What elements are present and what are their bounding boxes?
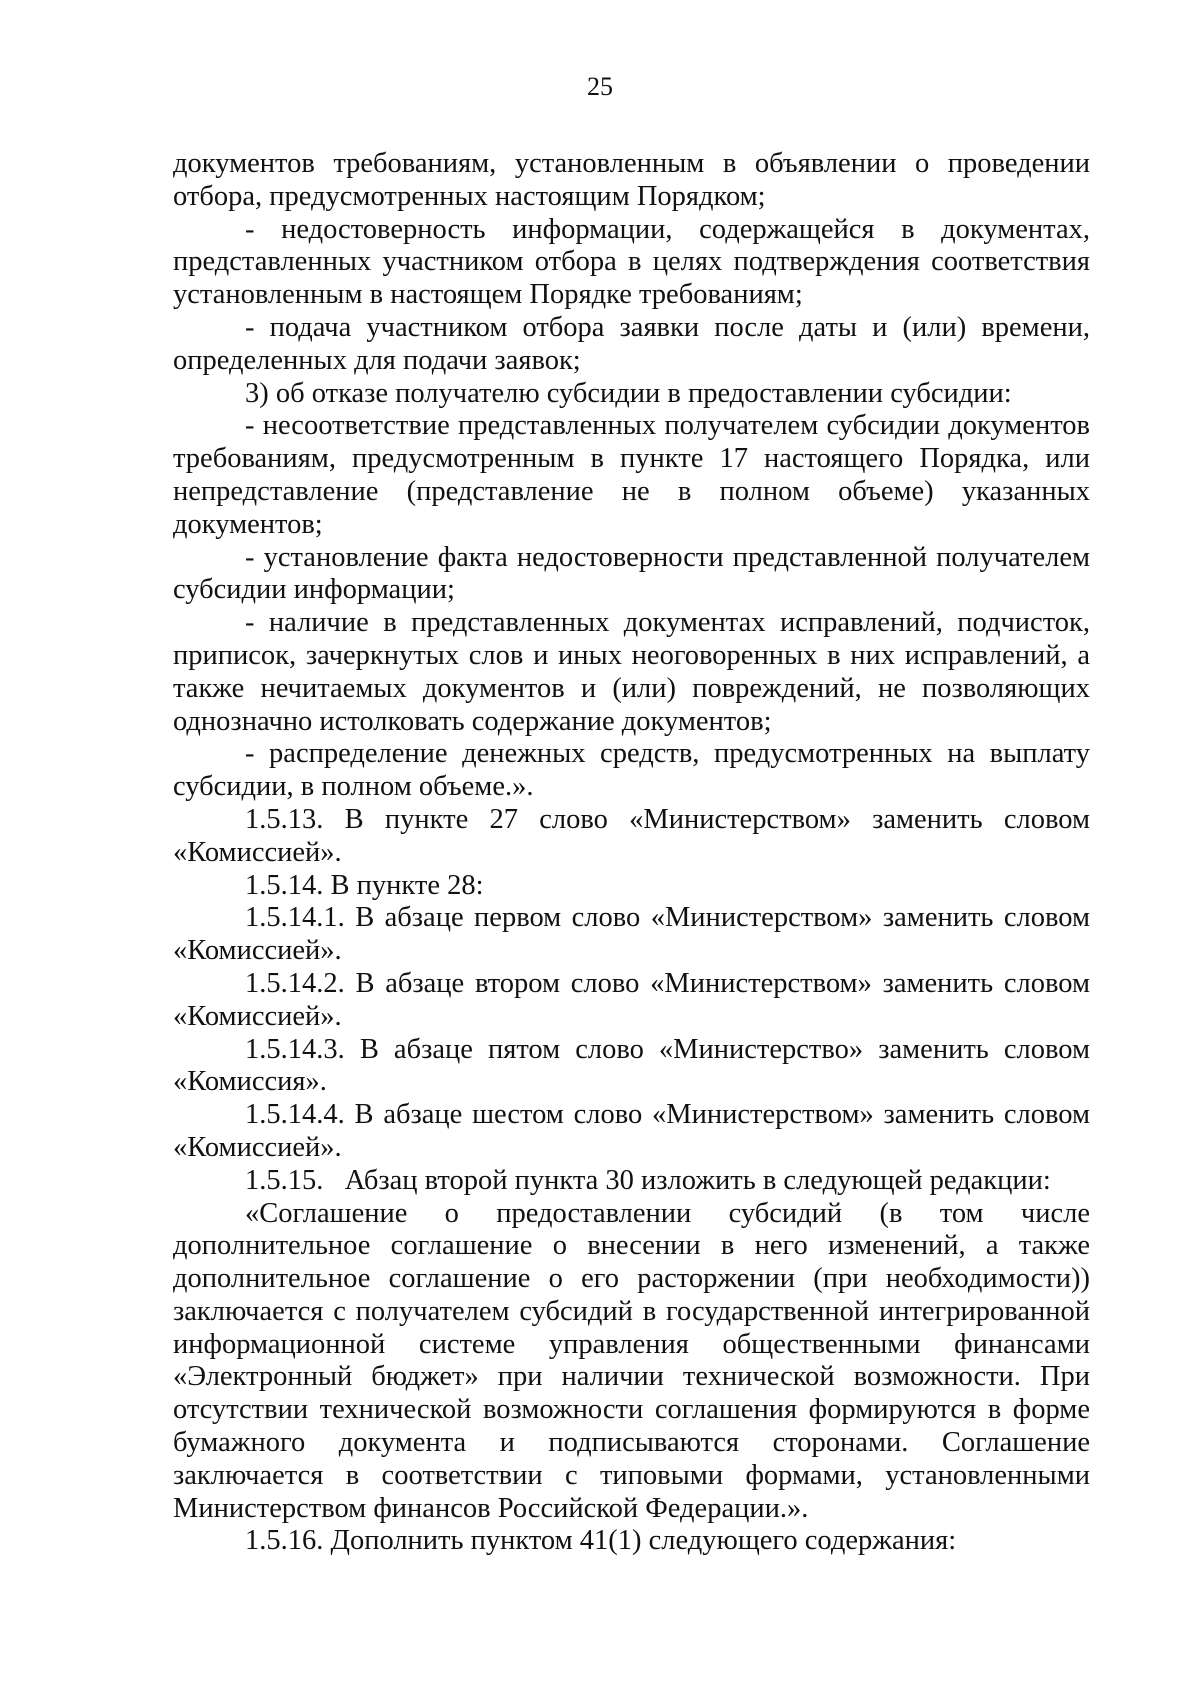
paragraph-funds-distributed: - распределение денежных средств, предусмотренных на выплату субсидии, в полном объеме.». (173, 738, 1090, 803)
paragraph-1-5-14-3: 1.5.14.3. В абзаце пятом слово «Министерство» заменить словом «Комиссия». (173, 1033, 1090, 1098)
paragraph-1-5-14-4: 1.5.14.4. В абзаце шестом слово «Министерством» заменить словом «Комиссией». (173, 1099, 1090, 1163)
document-body (173, 148, 1090, 1558)
paragraph-continuation: документов требованиям, установленным в объявлении о проведении отбора, предусмотренных настоящим Порядком; (173, 148, 1090, 212)
paragraph-1-5-15: 1.5.15. Абзац второй пункта 30 изложить в следующей редакции: (245, 1164, 1051, 1196)
paragraph-1-5-14: 1.5.14. В пункте 28: (245, 869, 484, 901)
paragraph-1-5-16: 1.5.16. Дополнить пунктом 41(1) следующего содержания: (245, 1525, 957, 1557)
paragraph-corrections: - наличие в представленных документах исправлений, подчисток, приписок, зачеркнутых слов и иных неоговоренных в них исправлений, а также нечитаемых документов и (или) повреждений, не позволяющих однозначно истолковать содержание документов; (173, 607, 1090, 737)
paragraph-late-submission: - подача участником отбора заявки после даты и (или) времени, определенных для подачи заявок; (173, 311, 1090, 376)
paragraph-1-5-14-1: 1.5.14.1. В абзаце первом слово «Министерством» заменить словом «Комиссией». (173, 902, 1090, 967)
paragraph-unreliable-fact: - установление факта недостоверности представленной получателем субсидии информации; (173, 541, 1090, 606)
paragraph-agreement-text: «Соглашение о предоставлении субсидий (в том числе дополнительное соглашение о внесении в него изменений, а также дополнительное соглашение о его расторжении (при необходимости)) заключается с получателем субсидий в государственной интегрированной информационной системе управления общественными финансами «Электронный бюджет» при наличии технической возможности. При отсутствии технической возможности соглашения формируются в форме бумажного документа и подписываются сторонами. Соглашение заключается в соответствии с типовыми формами, установленными Министерством финансов Российской Федерации.». (173, 1197, 1090, 1524)
page-number: 25 (587, 72, 613, 101)
paragraph-noncompliance: - несоответствие представленных получателем субсидии документов требованиям, предусмотренным в пункте 17 настоящего Порядка, или непредставление (представление не в полном объеме) указанных документов; (173, 410, 1090, 540)
paragraph-refusal-heading: 3) об отказе получателю субсидии в предоставлении субсидии: (245, 377, 1012, 409)
paragraph-1-5-13: 1.5.13. В пункте 27 слово «Министерством» заменить словом «Комиссией». (173, 803, 1090, 868)
paragraph-unreliable-info: - недостоверность информации, содержащейся в документах, представленных участником отбора в целях подтверждения соответствия установленным в настоящем Порядке требованиям; (173, 213, 1090, 311)
paragraph-1-5-14-2: 1.5.14.2. В абзаце втором слово «Министерством» заменить словом «Комиссией». (173, 967, 1090, 1032)
